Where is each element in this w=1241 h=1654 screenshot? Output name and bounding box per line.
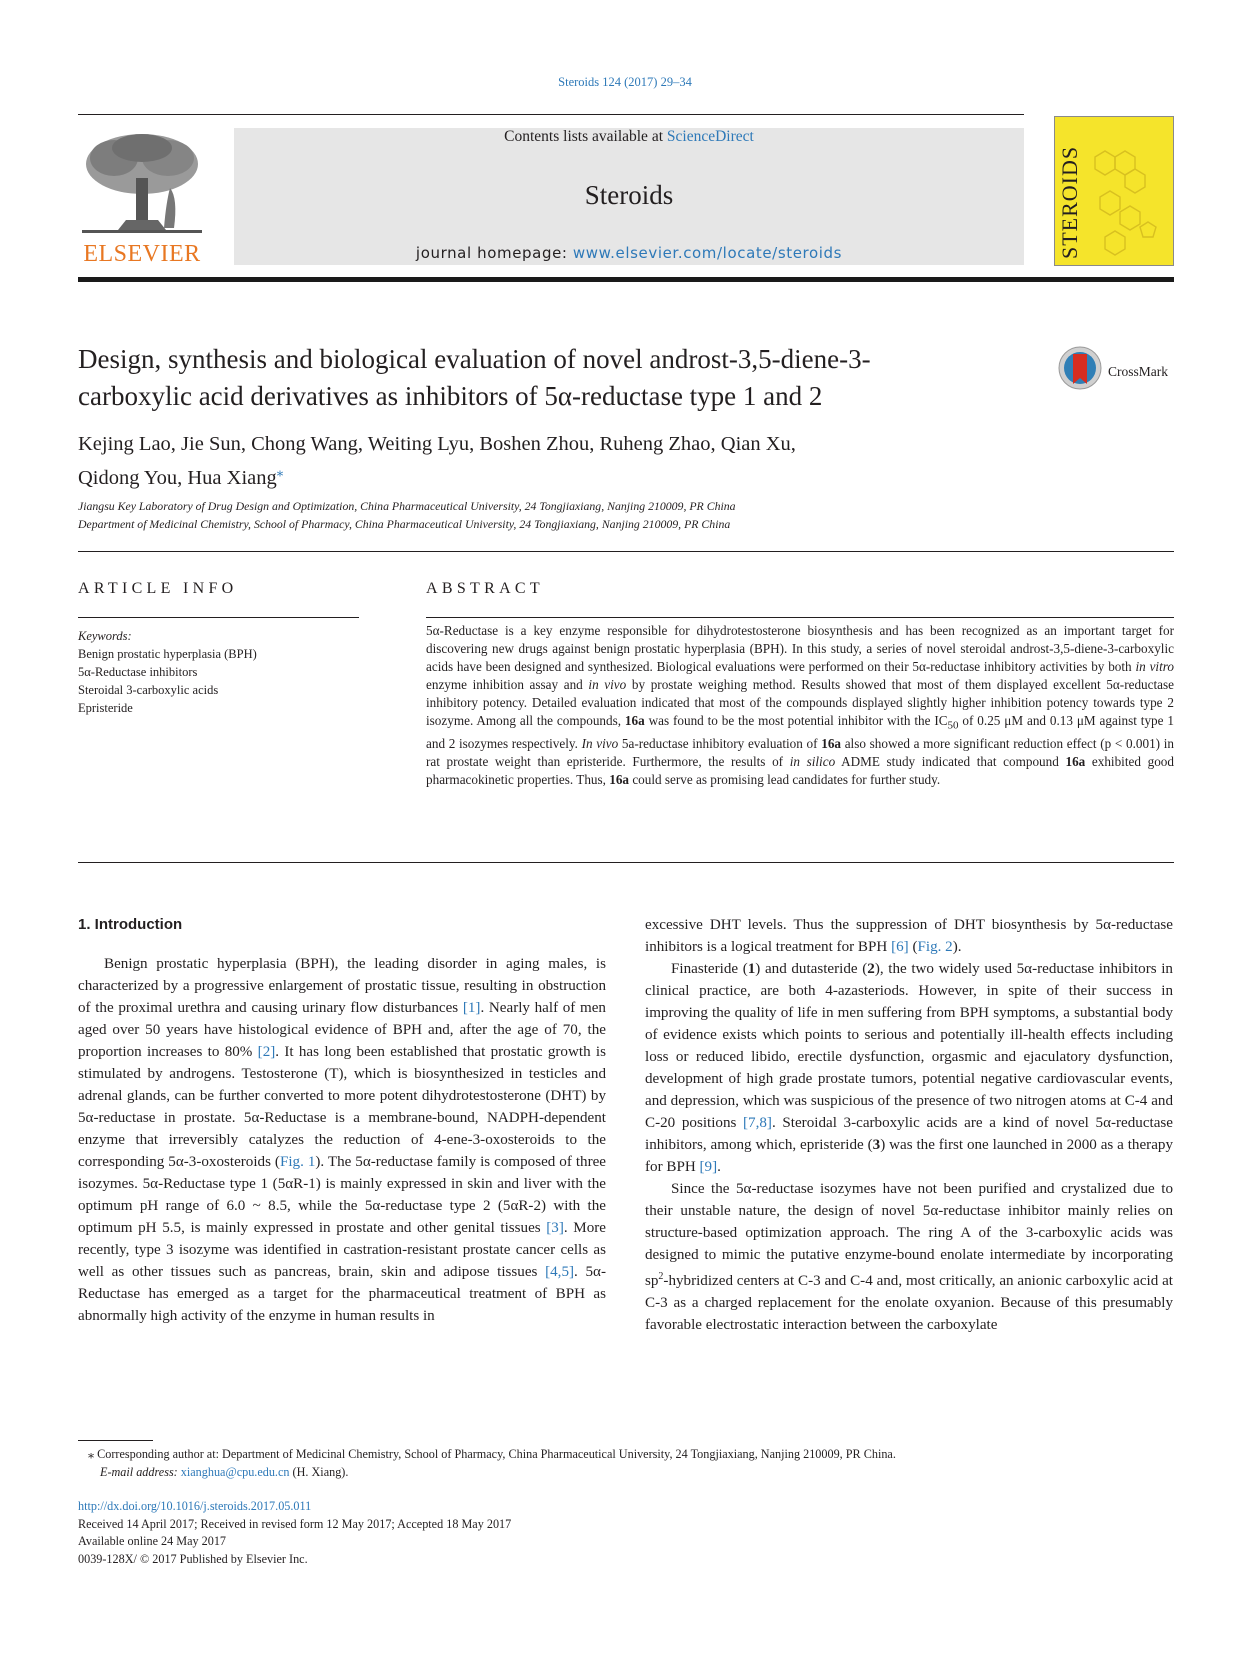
- journal-masthead: [234, 128, 1024, 265]
- abstract-heading: ABSTRACT: [426, 580, 544, 597]
- abstract-segment: by prostate weighing method. Results showed that most of them displayed excellent 5α-reductase inhibitory potency. Detailed evaluation indicated that most of the compounds displayed slightly higher inhibition potency towards type 2 isozyme. Among all the compounds,: [426, 677, 1174, 729]
- abstract-text: [426, 622, 1174, 789]
- steroid-structure-icon: [1055, 117, 1174, 266]
- title-line-2: carboxylic acid derivatives as inhibitors of 5α-reductase type 1 and 2: [78, 381, 823, 411]
- contents-line: [234, 128, 1024, 146]
- compound-16a: 16a: [624, 713, 645, 729]
- abstract-segment: 5a-reductase inhibitory evaluation of: [618, 736, 822, 752]
- article-title: [78, 341, 1038, 415]
- affiliations: [78, 497, 1078, 533]
- footnote-mark: ⁎: [88, 1447, 95, 1461]
- crossmark-icon: [1057, 345, 1103, 391]
- footnote-rule: [78, 1440, 153, 1441]
- citation-link[interactable]: [3]: [546, 1220, 564, 1236]
- abstract-segment: enzyme inhibition assay and: [426, 677, 589, 693]
- compound-16a: 16a: [609, 772, 630, 788]
- compound-number: 3: [872, 1137, 881, 1153]
- header-rule-top: [78, 114, 1024, 115]
- corresponding-author-mark[interactable]: ⁎: [276, 464, 284, 479]
- keywords-label: Keywords:: [78, 629, 132, 643]
- authors-line-1: Kejing Lao, Jie Sun, Chong Wang, Weiting Lyu, Boshen Zhou, Ruheng Zhao, Qian Xu,: [78, 433, 796, 455]
- keyword-item: Benign prostatic hyperplasia (BPH): [78, 647, 257, 661]
- affiliation-1: Jiangsu Key Laboratory of Drug Design and Optimization, China Pharmaceutical University, 24 Tongjiaxiang, Nanjing 210009, PR China: [78, 499, 736, 513]
- publication-info: [78, 1498, 778, 1568]
- abstract-segment: 5α-Reductase is a key enzyme responsible for dihydrotestosterone biosynthesis and has been recognized as an important target for discovering new drugs against benign prostatic hyperplasia (BPH). In this study, a series of novel steroidal androst-3,5-diene-3-carboxylic acids have been designed and synthesized. Biological evaluations were performed on their 5α-reductase inhibitory activities by both: [426, 623, 1174, 675]
- text: Benign prostatic hyperplasia (BPH), the leading disorder in aging males, is characterized by a progressive enlargement of prostatic tissue, resulting in obstruction of the proximal urethra and causing urinary flow disturbances: [78, 956, 606, 1016]
- text: . It has long been established that prostatic growth is stimulated by androgens. Testosterone (T), which is biosynthesized in testicles and adrenal glands, can be further converted to more potent dihydrotestosterone (DHT) by 5α-reductase in prostate. 5α-Reductase is a membrane-bound, NADPH-dependent enzyme that irreversibly catalyzes the reduction of 4-ene-3-oxosteroids to the corresponding 5α-3-oxosteroids (: [78, 1044, 606, 1170]
- compound-16a: 16a: [821, 736, 842, 752]
- crossmark-label: CrossMark: [1108, 364, 1168, 379]
- corresponding-author-note: [78, 1446, 1174, 1464]
- article-info-rule: [78, 617, 359, 618]
- available-online: Available online 24 May 2017: [78, 1534, 227, 1548]
- paragraph: [645, 914, 1173, 958]
- abstract-italic: in silico: [789, 754, 836, 770]
- paragraph: [645, 958, 1173, 1178]
- text: ) was the first one launched in 2000 as a therapy for BPH: [645, 1137, 1173, 1175]
- keywords-block: [78, 627, 359, 717]
- ic50-subscript: 50: [947, 720, 959, 733]
- section-heading-introduction: 1. Introduction: [78, 916, 183, 933]
- compound-number: 1: [747, 961, 756, 977]
- contents-prefix: Contents lists available at: [504, 128, 667, 145]
- article-info-heading: ARTICLE INFO: [78, 580, 238, 597]
- authors-line-2-text: Qidong You, Hua Xiang: [78, 466, 277, 489]
- keyword-item: Epristeride: [78, 701, 133, 715]
- abstract-segment: also showed a more significant reduction effect (p < 0.001) in rat prostate weight than epristeride. Furthermore, the results of: [426, 736, 1174, 770]
- abstract-rule: [426, 617, 1174, 618]
- text: Finasteride (: [671, 961, 748, 977]
- publisher-name: ELSEVIER: [83, 241, 201, 267]
- title-line-1: Design, synthesis and biological evaluation of novel androst-3,5-diene-3-: [78, 344, 871, 374]
- copyright: 0039-128X/ © 2017 Published by Elsevier Inc.: [78, 1551, 308, 1566]
- text: . More recently, type 3 isozyme was identified in castration-resistant prostate cancer cells as well as other tissues such as pancreas, brain, skin and adipose tissues: [78, 1220, 606, 1280]
- abstract-segment: of 0.25 μM and 0.13 μM against type 1 and 2 isozymes respectively.: [426, 713, 1174, 752]
- footnote-text: Corresponding author at: Department of Medicinal Chemistry, School of Pharmacy, China Pharmaceutical University, 24 Tongjiaxiang, Nanjing 210009, PR China.: [94, 1447, 896, 1461]
- text: ).: [952, 939, 962, 955]
- journal-reference[interactable]: Steroids 124 (2017) 29–34: [558, 75, 692, 89]
- elsevier-tree-icon: [78, 128, 206, 238]
- cover-title-text: STEROIDS: [1057, 145, 1082, 259]
- doi-link[interactable]: http://dx.doi.org/10.1016/j.steroids.2017.05.011: [78, 1499, 312, 1513]
- received-dates: Received 14 April 2017; Received in revised form 12 May 2017; Accepted 18 May 2017: [78, 1516, 512, 1531]
- text: (: [908, 939, 918, 955]
- text: . Steroidal 3-carboxylic acids are a kind of novel 5α-reductase inhibitors, among which, epristeride (: [645, 1115, 1173, 1153]
- abstract-italic: in vivo: [588, 677, 627, 693]
- paragraph: [78, 953, 606, 1327]
- citation-link[interactable]: [6]: [891, 939, 909, 955]
- keyword-item: Steroidal 3-carboxylic acids: [78, 683, 219, 697]
- body-column-right: [645, 914, 1173, 1336]
- homepage-link[interactable]: www.elsevier.com/locate/steroids: [572, 244, 843, 262]
- compound-16a: 16a: [1065, 754, 1086, 770]
- abstract-segment: could serve as promising lead candidates for further study.: [629, 772, 941, 788]
- body-column-left: [78, 914, 606, 1327]
- text: ) and dutasteride (: [755, 961, 868, 977]
- email-link[interactable]: xianghua@cpu.edu.cn: [180, 1464, 290, 1479]
- crossmark-badge[interactable]: [1057, 345, 1179, 393]
- keyword-item: 5α-Reductase inhibitors: [78, 665, 198, 679]
- text: ). The 5α-reductase family is composed of three isozymes. 5α-Reductase type 1 (5αR-1) is mainly expressed in skin and liver with the optimum pH range of 6.0 ~ 8.5, while the 5α-reductase type 2 (5αR-2) with the optimum pH 5.5, is mainly expressed in prostate and other genital tissues: [78, 1154, 606, 1236]
- front-matter-rule-bottom: [78, 862, 1174, 863]
- superscript: 2: [658, 1271, 664, 1282]
- compound-number: 2: [867, 961, 875, 977]
- journal-name: Steroids: [584, 180, 674, 210]
- text: Since the 5α-reductase isozymes have not been purified and crystalized due to their unstable nature, the design of novel 5α-reductase inhibitor mainly relies on structure-based optimization approach. The ring A of the 3-carboxylic acids was designed to mimic the putative enzyme-bound enolate intermediate by incorporating sp: [645, 1181, 1173, 1290]
- abstract-segment: exhibited good pharmacokinetic properties. Thus,: [426, 754, 1174, 788]
- abstract-italic: In vivo: [581, 736, 619, 752]
- author-list: [78, 430, 978, 492]
- abstract-italic: in vitro: [1135, 659, 1174, 675]
- authors-line-2: [78, 458, 978, 492]
- citation-link[interactable]: [1]: [462, 1000, 481, 1016]
- affiliation-2: Department of Medicinal Chemistry, School of Pharmacy, China Pharmaceutical University, 24 Tongjiaxiang, Nanjing 210009, PR China: [78, 517, 731, 531]
- citation-link[interactable]: [2]: [257, 1044, 276, 1060]
- abstract-segment: ADME study indicated that compound: [835, 754, 1066, 770]
- homepage-line: [234, 244, 1024, 262]
- figure-link[interactable]: Fig. 1: [279, 1154, 316, 1170]
- email-suffix: (H. Xiang).: [289, 1464, 349, 1479]
- text: -hybridized centers at C-3 and C-4 and, most critically, an anionic carboxylic acid at C-3 as a charged replacement for the enolate oxyanion. Because of this presumably favorable electrostatic interaction between the carboxylate: [645, 1273, 1173, 1334]
- text: .: [717, 1159, 721, 1175]
- citation-link[interactable]: [9]: [699, 1159, 718, 1175]
- header-rule-bottom: [78, 277, 1174, 282]
- text: excessive DHT levels. Thus the suppression of DHT biosynthesis by 5α-reductase inhibitors is a logical treatment for BPH: [645, 917, 1173, 955]
- citation-link[interactable]: [4,5]: [545, 1264, 575, 1280]
- email-label: E-mail address:: [100, 1464, 181, 1479]
- paragraph: [645, 1178, 1173, 1336]
- text: ), the two widely used 5α-reductase inhibitors in clinical practice, are both 4-azasteriods. However, in spite of their success in improving the quality of life in men suffering from BPH symptoms, a substantial body of evidence exists which points to serious and potentially ill-health effects including loss or reduced libido, erectile dysfunction, orgasmic and ejaculatory dysfunction, development of high grade prostate tumors, potential negative cardiovascular events, and depression, which was suspicious of the presence of two nitrogen atoms at C-4 and C-20 positions: [645, 961, 1173, 1131]
- email-line: [78, 1464, 1174, 1482]
- homepage-prefix: journal homepage:: [415, 244, 573, 262]
- abstract-segment: was found to be the most potential inhibitor with the IC: [644, 713, 948, 729]
- sciencedirect-link[interactable]: ScienceDirect: [666, 128, 754, 145]
- text: . 5α-Reductase has emerged as a target for the pharmaceutical treatment of BPH as abnormally high activity of the enzyme in human results in: [78, 1264, 606, 1324]
- text: . Nearly half of men aged over 50 years have histological evidence of BPH and, after the age of 70, the proportion increases to 80%: [78, 1000, 606, 1060]
- footnote: [78, 1446, 1174, 1481]
- elsevier-logo: [78, 128, 206, 268]
- front-matter-rule-top: [78, 551, 1174, 552]
- journal-cover: [1054, 116, 1174, 266]
- figure-link[interactable]: Fig. 2: [917, 939, 953, 955]
- citation-link[interactable]: [7,8]: [743, 1115, 772, 1131]
